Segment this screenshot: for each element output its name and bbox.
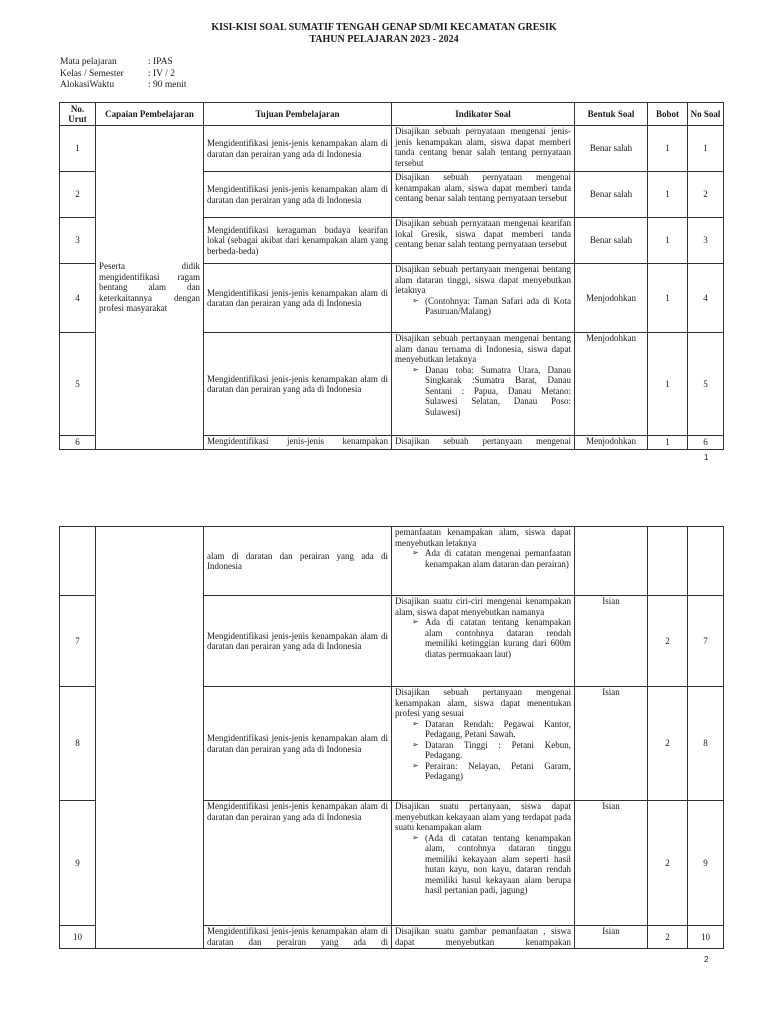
meta-key: Kelas / Semester bbox=[60, 68, 124, 79]
cell-indikator bbox=[392, 333, 575, 436]
cell-indikator bbox=[392, 596, 575, 687]
cell-indikator bbox=[392, 801, 575, 926]
cell-no: 4 bbox=[60, 264, 96, 333]
bullet-item: ➢ (Contohnya: Taman Safari ada di Kota Pasuruan/Malang) bbox=[425, 296, 571, 317]
col-header-bentuk: Bentuk Soal bbox=[575, 103, 648, 126]
col-header-bobot: Bobot bbox=[648, 103, 688, 126]
meta-row-class bbox=[60, 69, 187, 81]
cell-bobot: 1 bbox=[648, 218, 688, 264]
meta-key: AlokasiWaktu bbox=[60, 80, 115, 90]
title-line-1: KISI-KISI SOAL SUMATIF TENGAH GENAP SD/MI KECAMATAN GRESIK bbox=[211, 22, 557, 33]
cell-bobot: 1 bbox=[648, 172, 688, 218]
cell-indikator bbox=[392, 527, 575, 596]
cell-bentuk: Isian bbox=[575, 687, 648, 801]
cell-nosoal: 8 bbox=[688, 687, 724, 801]
cell-no: 6 bbox=[60, 436, 96, 450]
col-header-tujuan: Tujuan Pembelajaran bbox=[204, 103, 392, 126]
cell-bentuk: Benar salah bbox=[575, 172, 648, 218]
cell-tujuan: Mengidentifikasi jenis-jenis kenampakan bbox=[204, 436, 392, 450]
cell-no: 9 bbox=[60, 801, 96, 926]
indikator-text: Disajikan suatu pertanyaan, siswa dapat menyebutkan kekayaan alam yang terdapat pada suatu kenampakan alam bbox=[395, 801, 571, 832]
meta-value: : IPAS bbox=[148, 57, 173, 67]
cell-bentuk: Menjodohkan bbox=[575, 333, 648, 436]
cell-bobot: 2 bbox=[648, 596, 688, 687]
table-row bbox=[60, 126, 724, 172]
cell-bentuk: Benar salah bbox=[575, 126, 648, 172]
cell-bobot: 2 bbox=[648, 687, 688, 801]
meta-row-subject bbox=[60, 57, 187, 69]
cell-bentuk bbox=[575, 527, 648, 596]
cell-tujuan: Mengidentifikasi jenis-jenis kenampakan alam di daratan dan perairan yang ada di Indonesia bbox=[204, 596, 392, 687]
cell-nosoal: 4 bbox=[688, 264, 724, 333]
bullet-list bbox=[395, 365, 571, 418]
grid-table-page-1 bbox=[59, 102, 724, 450]
cell-no: 5 bbox=[60, 333, 96, 436]
meta-row-time bbox=[60, 80, 187, 92]
grid-table-page-2 bbox=[59, 526, 724, 949]
title-line-2: TAHUN PELAJARAN 2023 - 2024 bbox=[309, 34, 459, 45]
meta-key: Mata pelajaran bbox=[60, 57, 117, 67]
cell-nosoal: 1 bbox=[688, 126, 724, 172]
page-number: 2 bbox=[704, 955, 709, 964]
cell-bentuk: Isian bbox=[575, 801, 648, 926]
cell-nosoal: 10 bbox=[688, 926, 724, 949]
cell-tujuan: Mengidentifikasi jenis-jenis kenampakan alam di daratan dan perairan yang ada di bbox=[204, 926, 392, 949]
cell-indikator: Disajikan sebuah pernyataan mengenai jenis-jenis kenampakan alam, siswa dapat memberi tanda centang benar salah tentang pernyataan tersebut bbox=[392, 126, 575, 172]
bullet-item: ➢ Perairan: Nelayan, Petani Garam, Pedagang) bbox=[425, 761, 571, 782]
cell-nosoal: 2 bbox=[688, 172, 724, 218]
meta-info bbox=[60, 57, 187, 92]
cell-no: 7 bbox=[60, 596, 96, 687]
cell-capaian bbox=[96, 126, 204, 450]
page-number: 1 bbox=[704, 453, 709, 462]
cell-bentuk: Menjodohkan bbox=[575, 436, 648, 450]
cell-indikator: Disajikan sebuah pertanyaan mengenai bbox=[392, 436, 575, 450]
cell-bobot: 1 bbox=[648, 126, 688, 172]
cell-indikator bbox=[392, 264, 575, 333]
cell-bobot bbox=[648, 527, 688, 596]
cell-tujuan: Mengidentifikasi jenis-jenis kenampakan alam di daratan dan perairan yang ada di Indonesia bbox=[204, 172, 392, 218]
col-header-capaian: Capaian Pembelajaran bbox=[96, 103, 204, 126]
bullet-item: ➢ Ada di catatan mengenai pemanfaatan kenampakan alam dataran dan perairan) bbox=[425, 548, 571, 569]
cell-bentuk: Benar salah bbox=[575, 218, 648, 264]
cell-indikator: Disajikan sebuah pernyataan mengenai kearifan lokal Gresik, siswa dapat memberi tanda centang benar salah tentang pernyataan tersebut bbox=[392, 218, 575, 264]
cell-tujuan: Mengidentifikasi jenis-jenis kenampakan alam di daratan dan perairan yang ada di Indonesia bbox=[204, 126, 392, 172]
cell-bobot: 2 bbox=[648, 801, 688, 926]
cell-nosoal: 9 bbox=[688, 801, 724, 926]
cell-indikator: Disajikan suatu gambar pemanfaatan , siswa dapat menyebutkan kenampakan bbox=[392, 926, 575, 949]
col-header-nosoal: No Soal bbox=[688, 103, 724, 126]
indikator-text: Disajikan sebuah pertanyaan mengenai kenampakan alam, siswa dapat menentukan profesi yang sesuai bbox=[395, 687, 571, 718]
bullet-item: ➢ Dataran Tinggi : Petani Kebun, Pedagang. bbox=[425, 740, 571, 761]
cell-bobot: 1 bbox=[648, 264, 688, 333]
indikator-text: pemanfaatan kenampakan alam, siswa dapat menyebutkan letaknya bbox=[395, 527, 571, 548]
cell-nosoal bbox=[688, 527, 724, 596]
indikator-text: Disajikan sebuah pertanyaan mengenai bentang alam dataran tinggi, siswa dapat menyebutkan letaknya bbox=[395, 264, 571, 295]
cell-no bbox=[60, 527, 96, 596]
cell-nosoal: 6 bbox=[688, 436, 724, 450]
indikator-text: Disajikan sebuah pertanyaan mengenai bentang alam danau ternama di Indonesia, siswa dapat menyebutkan letaknya bbox=[395, 333, 571, 364]
cell-no: 8 bbox=[60, 687, 96, 801]
cell-no: 3 bbox=[60, 218, 96, 264]
capaian-text: Peserta didik mengidentifikasi ragam bentang alam dan keterkaitannya dengan profesi masyarakat bbox=[99, 261, 200, 314]
col-header-indikator: Indikator Soal bbox=[392, 103, 575, 126]
bullet-item: ➢ Dataran Rendah: Pegawai Kantor, Pedagang, Petani Sawah. bbox=[425, 719, 571, 740]
cell-bobot: 1 bbox=[648, 333, 688, 436]
cell-tujuan: Mengidentifikasi jenis-jenis kenampakan alam di daratan dan perairan yang ada di Indonesia bbox=[204, 264, 392, 333]
cell-bentuk: Menjodohkan bbox=[575, 264, 648, 333]
cell-nosoal: 5 bbox=[688, 333, 724, 436]
cell-nosoal: 3 bbox=[688, 218, 724, 264]
cell-tujuan: Mengidentifikasi keragaman budaya kearifan lokal (sebagai akibat dari kenampakan alam yang berbeda-beda) bbox=[204, 218, 392, 264]
cell-tujuan: alam di daratan dan perairan yang ada di Indonesia bbox=[204, 527, 392, 596]
cell-tujuan: Mengidentifikasi jenis-jenis kenampakan alam di daratan dan perairan yang ada di Indonesia bbox=[204, 333, 392, 436]
cell-indikator bbox=[392, 687, 575, 801]
cell-no: 2 bbox=[60, 172, 96, 218]
indikator-text: Disajikan suatu ciri-ciri mengenai kenampakan alam, siswa dapat menyebutkan namanya bbox=[395, 596, 571, 617]
cell-bobot: 1 bbox=[648, 436, 688, 450]
meta-value: : 90 menit bbox=[148, 80, 187, 90]
bullet-item: ➢ (Ada di catatan tentang kenampakan alam, contohnya dataran tinggu memiliki kekayaan alam seperti hasil hutan kayu, non kayu, dataran rendah memiliki hasul kekayaan alam berupa hasil pertanian padi, jagung) bbox=[425, 833, 571, 896]
bullet-item: ➢ Ada di catatan tentang kenampakan alam contohnya dataran rendah memiliki ketinggian kurang dari 600m diatas permuakaan laut) bbox=[425, 617, 571, 659]
table-row-continued bbox=[60, 527, 724, 596]
cell-no: 10 bbox=[60, 926, 96, 949]
cell-bentuk: Isian bbox=[575, 596, 648, 687]
bullet-list bbox=[395, 548, 571, 569]
bullet-list bbox=[395, 617, 571, 659]
cell-indikator: Disajikan sebuah pernyataan mengenai kenampakan alam, siswa dapat memberi tanda centang benar salah tentang pernyataan tersebut bbox=[392, 172, 575, 218]
meta-value: : IV / 2 bbox=[148, 68, 176, 79]
cell-capaian bbox=[96, 527, 204, 949]
document-title bbox=[0, 22, 768, 46]
bullet-list bbox=[395, 296, 571, 317]
cell-nosoal: 7 bbox=[688, 596, 724, 687]
bullet-list bbox=[395, 833, 571, 896]
table-header-row bbox=[60, 103, 724, 126]
col-header-no: No. Urut bbox=[60, 103, 96, 126]
cell-tujuan: Mengidentifikasi jenis-jenis kenampakan alam di daratan dan perairan yang ada di Indonesia bbox=[204, 801, 392, 926]
cell-bobot: 2 bbox=[648, 926, 688, 949]
bullet-item: ➢ Danau toba: Sumatra Utara, Danau Singkarak :Sumatra Barat, Danau Sentani : Papua, Danau Metano: Sulawesi Selatan, Danau Poso: Sulawesi) bbox=[425, 365, 571, 418]
cell-tujuan: Mengidentifikasi jenis-jenis kenampakan alam di daratan dan perairan yang ada di Indonesia bbox=[204, 687, 392, 801]
bullet-list bbox=[395, 719, 571, 782]
cell-no: 1 bbox=[60, 126, 96, 172]
cell-bentuk: Isian bbox=[575, 926, 648, 949]
